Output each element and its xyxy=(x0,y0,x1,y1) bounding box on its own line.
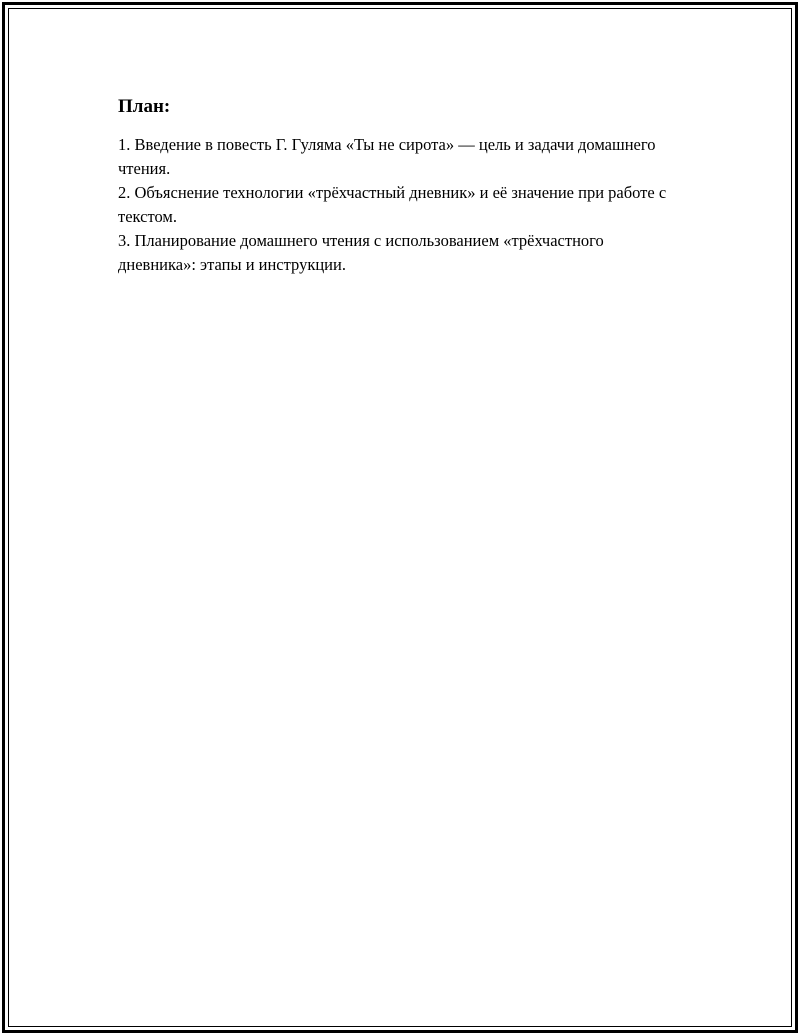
plan-list xyxy=(118,133,678,277)
page-content xyxy=(118,95,678,277)
plan-item-3: 3. Планирование домашнего чтения с использованием «трёхчастного дневника»: этапы и инструкции. xyxy=(118,231,604,274)
plan-item-1: 1. Введение в повесть Г. Гуляма «Ты не сирота» — цель и задачи домашнего чтения. xyxy=(118,135,656,178)
plan-heading: План: xyxy=(118,96,171,117)
plan-item-2: 2. Объяснение технологии «трёхчастный дневник» и её значение при работе с текстом. xyxy=(118,183,667,226)
